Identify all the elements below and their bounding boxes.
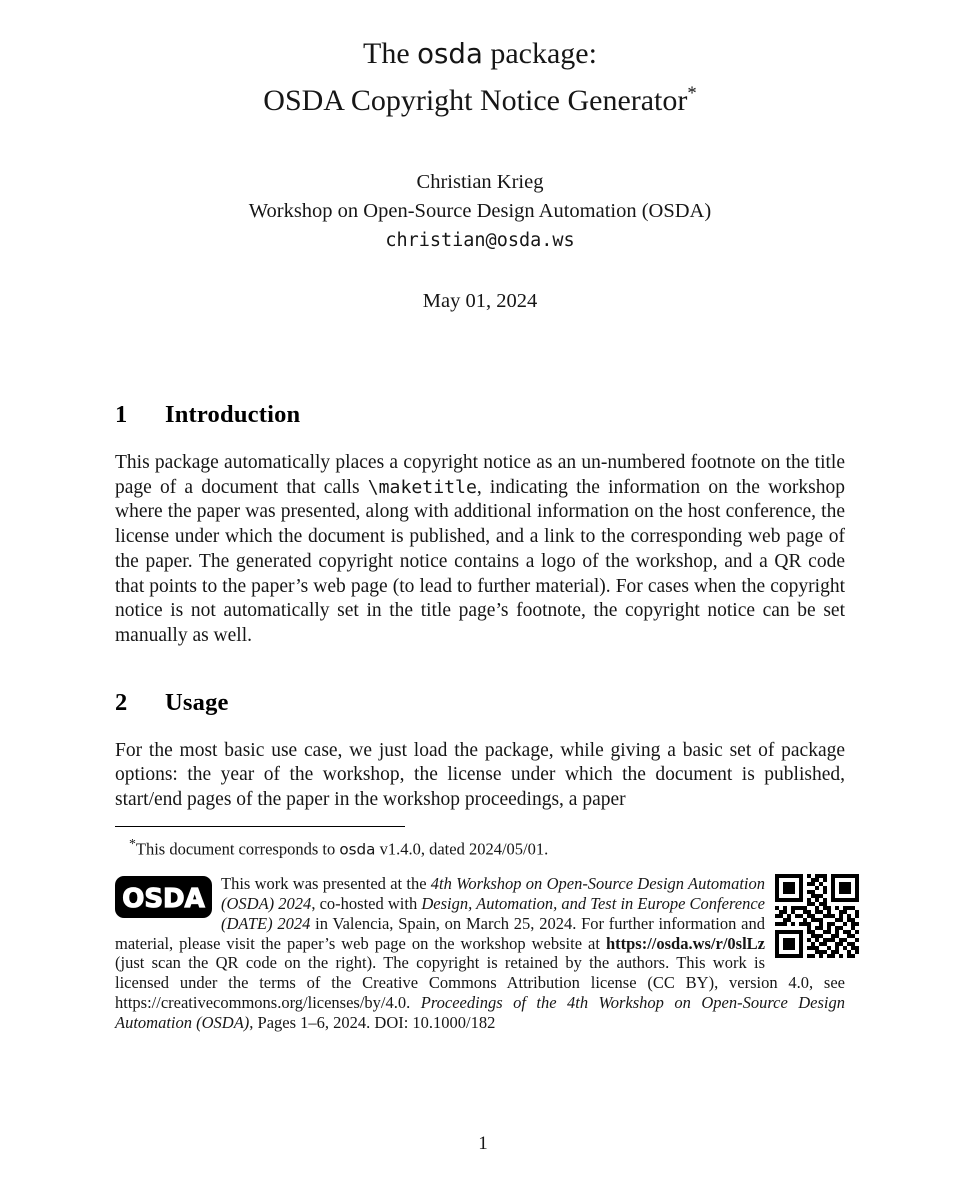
section-usage [115, 689, 845, 813]
copyright-text-segment: . [406, 993, 421, 1013]
copyright-text-segment: in Valencia, Spain, on March 25, 2024. For further information and material, please visit the paper’s web page on the workshop website at [115, 913, 765, 953]
title-text: The [363, 37, 418, 70]
osda-logo [115, 876, 212, 923]
author-name: Christian Krieg [416, 171, 544, 193]
footnote-text: v1.4.0, dated 2024/05/01. [375, 839, 549, 859]
section-number: 1 [115, 401, 128, 428]
copyright-url[interactable]: https://creativecommons.org/licenses/by/4.0 [115, 993, 407, 1013]
publication-date: May 01, 2024 [422, 290, 538, 312]
copyright-text-segment: This work was presented at the [221, 874, 431, 894]
page-number: 1 [478, 1133, 488, 1154]
title-line2 [263, 84, 696, 117]
usage-paragraph: For the most basic use case, we just load the package, while giving a basic set of package options: the year of the workshop, the license under which the document is published, start/end pages of the paper in the workshop proceedings, a paper [115, 739, 845, 811]
section-title: Introduction [165, 401, 301, 428]
package-name-sans: osda [417, 37, 483, 70]
footnote-area [115, 826, 845, 1033]
section-number: 2 [115, 688, 128, 716]
title-line1 [363, 37, 597, 70]
copyright-text-segment: Proceedings of the 4th Workshop on Open-Source Design Automation (OSDA) [115, 993, 845, 1032]
author-affiliation: Workshop on Open-Source Design Automation (OSDA) [248, 200, 712, 222]
title-text: package: [482, 37, 597, 70]
maketitle-inline-code: \maketitle [367, 476, 477, 498]
introduction-paragraph [115, 451, 845, 649]
copyright-text [115, 874, 845, 1032]
copyright-text-segment: , Pages 1–6, 2024. DOI: 10.1000/182 [249, 1012, 496, 1032]
footnote-text: This document corresponds to [135, 839, 340, 859]
title-block [115, 0, 845, 313]
paragraph-text: , indicating the information on the workshop where the paper was presented, along with additional information on the host conference, the license under which the document is published, and a link to the corresponding web page of the paper. The generated copyright notice contains a logo of the workshop, and a QR code that points to the paper’s web page (to lead to further material). For cases when the copyright notice is not automatically set in the title page’s footnote, the copyright notice can be set manually as well. [115, 476, 845, 646]
copyright-text-segment: 4th Workshop on Open-Source Design Automation (OSDA) 2024 [221, 874, 765, 914]
qr-code [775, 874, 859, 963]
copyright-text-segment: Design, Automation, and Test in Europe Conference (DATE) 2024 [221, 894, 765, 933]
footnote-marker: * [129, 835, 136, 851]
copyright-url[interactable]: https://osda.ws/r/0slLz [605, 933, 765, 953]
copyright-text-segment: , co-hosted with [311, 894, 422, 914]
paper-title [115, 30, 845, 124]
package-name-sans: osda [339, 840, 376, 859]
title-text: OSDA Copyright Notice Generator [263, 84, 688, 117]
footnote-rule [115, 826, 405, 827]
document-version-footnote [115, 834, 845, 860]
section-heading-introduction [115, 401, 845, 429]
section-title: Usage [165, 688, 229, 716]
section-heading-usage [115, 689, 845, 717]
section-introduction [115, 401, 845, 649]
paragraph-text: This package automatically places a copyright notice as an un-numbered footnote on the title page of a document that calls [115, 452, 845, 498]
osda-logo-text: OSDA [122, 884, 205, 915]
title-footnote-marker: * [687, 83, 697, 104]
copyright-text-segment: (just scan the QR code on the right). The copyright is retained by the authors. This work is licensed under the terms of the Creative Commons Attribution license (CC BY), version 4.0, see [115, 953, 845, 993]
author-email[interactable]: christian@osda.ws [385, 230, 575, 251]
author-block [115, 168, 845, 255]
copyright-notice [115, 874, 845, 1032]
